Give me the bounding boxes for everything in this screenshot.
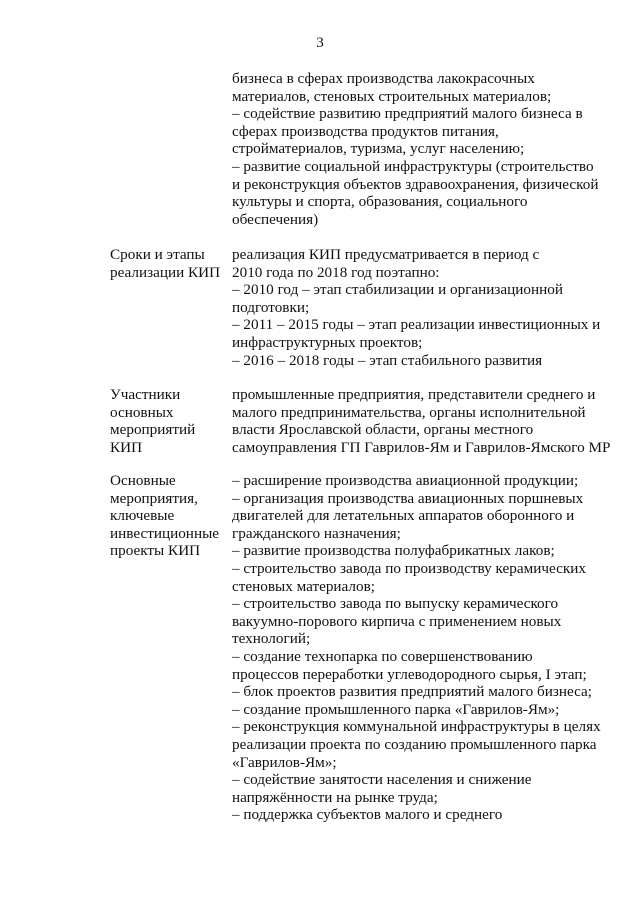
label-line: основных <box>110 403 174 421</box>
content-line: – развитие производства полуфабрикатных лаков; <box>232 542 555 560</box>
section-content <box>232 472 612 824</box>
section-label <box>110 472 220 560</box>
content-line: 2010 года по 2018 год поэтапно: <box>232 263 440 281</box>
label-line: реализации КИП <box>110 263 221 281</box>
label-line: Основные <box>110 472 176 489</box>
content-line: – содействие развитию предприятий малого бизнеса в <box>232 105 583 123</box>
content-line: – содействие занятости населения и снижение <box>232 771 532 789</box>
label-line: инвестиционные <box>110 524 220 542</box>
content-line: – 2010 год – этап стабилизации и организационной <box>232 281 563 299</box>
content-line: – реконструкция коммунальной инфраструктуры в целях <box>232 718 601 736</box>
content-line: власти Ярославской области, органы местного <box>232 421 534 439</box>
content-line: – поддержка субъектов малого и среднего <box>232 806 503 824</box>
section-content <box>232 386 612 456</box>
content-line: промышленные предприятия, представители среднего и <box>232 386 596 403</box>
page-number: 3 <box>316 35 324 51</box>
section-label <box>110 386 220 456</box>
label-line: проекты КИП <box>110 542 201 560</box>
label-line: КИП <box>110 438 143 456</box>
content-line: стройматериалов, туризма, услуг населению; <box>232 140 525 158</box>
content-line: инфраструктурных проектов; <box>232 333 423 351</box>
content-line: технологий; <box>232 630 311 648</box>
label-line: мероприятий <box>110 421 196 439</box>
content-line: культуры и спорта, образования, социального <box>232 193 528 211</box>
label-line: ключевые <box>110 507 175 525</box>
content-line: – 2011 – 2015 годы – этап реализации инвестиционных и <box>232 316 601 334</box>
content-line: и реконструкция объектов здравоохранения, физической <box>232 175 599 193</box>
content-line: – расширение производства авиационной продукции; <box>232 472 579 489</box>
label-line: мероприятия, <box>110 489 198 507</box>
content-line: – блок проектов развития предприятий малого бизнеса; <box>232 683 592 701</box>
label-line: Сроки и этапы <box>110 246 205 263</box>
content-line: материалов, стеновых строительных материалов; <box>232 87 552 105</box>
content-line: – развитие социальной инфраструктуры (строительство <box>232 157 594 175</box>
content-line: вакуумно-порового кирпича с применением новых <box>232 612 562 630</box>
content-line: – организация производства авиационных поршневых <box>232 489 584 507</box>
content-line: бизнеса в сферах производства лакокрасочных <box>232 70 535 87</box>
content-line: реализация КИП предусматривается в период с <box>232 246 540 263</box>
content-line: – создание технопарка по совершенствованию <box>232 647 533 665</box>
content-line: гражданского назначения; <box>232 524 401 542</box>
section-content <box>232 246 612 369</box>
label-line: Участники <box>110 386 181 403</box>
content-line: процессов переработки углеводородного сырья, I этап; <box>232 665 587 683</box>
content-line: двигателей для летательных аппаратов оборонного и <box>232 507 575 525</box>
content-line: самоуправления ГП Гаврилов-Ям и Гаврилов-Ямского МР <box>232 438 611 456</box>
content-line: «Гаврилов-Ям»; <box>232 753 337 771</box>
content-line: реализации проекта по созданию промышленного парка <box>232 735 597 753</box>
content-line: – строительство завода по производству керамических <box>232 559 586 577</box>
content-line: малого предпринимательства, органы исполнительной <box>232 403 586 421</box>
content-line: – 2016 – 2018 годы – этап стабильного развития <box>232 351 543 369</box>
content-line: обеспечения) <box>232 210 319 228</box>
section-label <box>110 246 220 281</box>
content-line: – создание промышленного парка «Гаврилов-Ям»; <box>232 700 560 718</box>
content-line: – строительство завода по выпуску керамического <box>232 595 559 613</box>
content-line: сферах производства продуктов питания, <box>232 122 499 140</box>
content-line: подготовки; <box>232 298 310 316</box>
content-line: стеновых материалов; <box>232 577 375 595</box>
content-line: напряжённости на рынке труда; <box>232 788 438 806</box>
section-content <box>232 70 612 228</box>
